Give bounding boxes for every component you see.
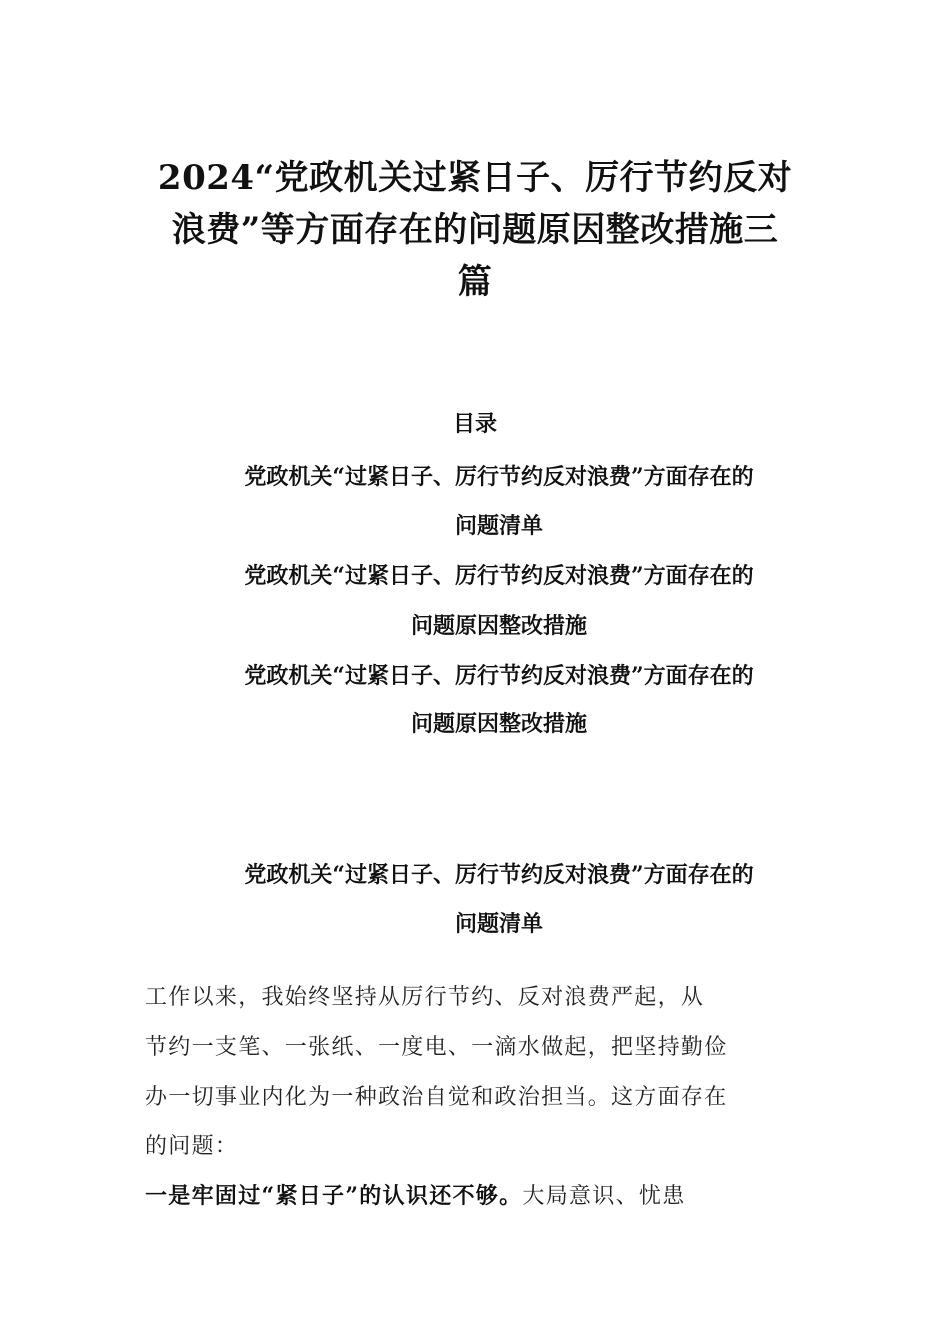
point-body-text: 大局意识、忧患 xyxy=(522,1184,686,1209)
section-heading-line: 党政机关“过紧日子、厉行节约反对浪费”方面存在的 xyxy=(244,862,754,888)
toc-heading: 目录 xyxy=(452,411,497,437)
toc-entry-line: 党政机关“过紧日子、厉行节约反对浪费”方面存在的 xyxy=(244,464,754,490)
title-line: 篇 xyxy=(457,262,493,302)
toc-entry-line: 问题原因整改措施 xyxy=(410,613,587,639)
title-line: 浪费”等方面存在的问题原因整改措施三 xyxy=(171,210,779,250)
toc-entry-line: 问题原因整改措施 xyxy=(410,711,587,737)
section-heading-line: 问题清单 xyxy=(454,911,543,937)
body-text-line: 节约一支笔、一张纸、一度电、一滴水做起，把坚持勤俭 xyxy=(145,1035,728,1060)
toc-entry-line: 党政机关“过紧日子、厉行节约反对浪费”方面存在的 xyxy=(244,563,754,589)
body-text-line: 的问题： xyxy=(145,1134,239,1159)
toc-entry-line: 党政机关“过紧日子、厉行节约反对浪费”方面存在的 xyxy=(244,663,754,689)
body-text-line: 办一切事业内化为一种政治自觉和政治担当。这方面存在 xyxy=(145,1085,728,1110)
point-lead-text: 一是牢固过“紧日子”的认识还不够。 xyxy=(145,1183,523,1209)
title-line: 2024“党政机关过紧日子、厉行节约反对 xyxy=(157,158,793,198)
point-paragraph xyxy=(145,1180,805,1213)
body-text-line: 工作以来，我始终坚持从厉行节约、反对浪费严起，从 xyxy=(145,985,705,1010)
toc-entry-line: 问题清单 xyxy=(454,513,543,539)
document-title xyxy=(140,152,810,308)
